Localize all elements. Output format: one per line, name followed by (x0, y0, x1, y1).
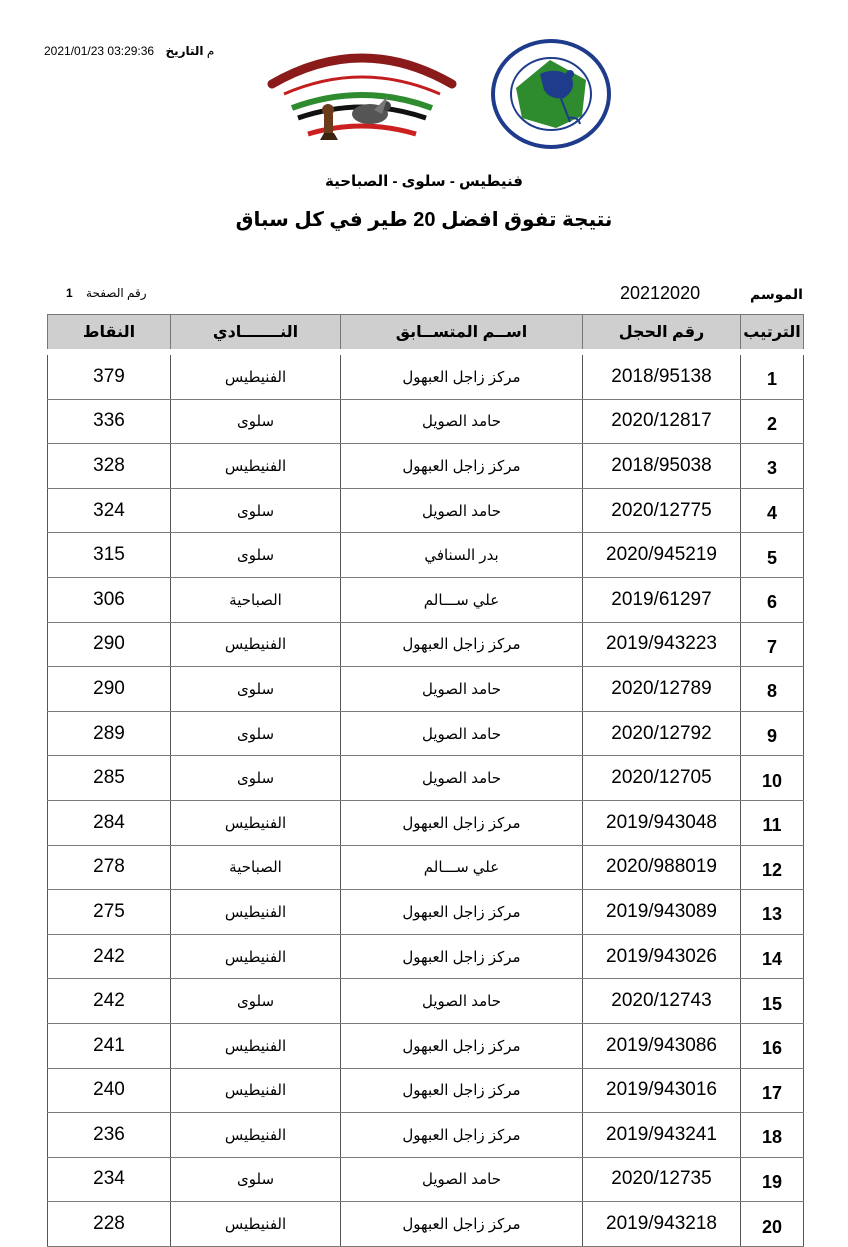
points-cell: 242 (48, 934, 171, 979)
table-row (48, 399, 804, 444)
column-header-competitor: اســم المتســابق (341, 315, 583, 353)
report-subtitle: فنيطيس - سلوى - الصباحية (324, 173, 524, 190)
table-row (48, 1157, 804, 1202)
ring-number-cell: 2019/943241 (583, 1113, 741, 1158)
ring-number-cell: 2019/943016 (583, 1068, 741, 1113)
club-cell: الفنيطيس (171, 1068, 341, 1113)
column-header-rank: الترتيب (741, 315, 804, 353)
ring-number-cell: 2019/943223 (583, 622, 741, 667)
club-cell: الفنيطيس (171, 622, 341, 667)
points-cell: 306 (48, 577, 171, 622)
rank-cell: 2 (741, 399, 804, 444)
column-header-points: النقاط (48, 315, 171, 353)
date-label: التاريخ (165, 44, 204, 58)
ring-number-cell: 2019/943026 (583, 934, 741, 979)
rank-cell: 18 (741, 1113, 804, 1158)
ring-number-cell: 2020/12705 (583, 756, 741, 801)
points-cell: 290 (48, 622, 171, 667)
club-cell: سلوى (171, 488, 341, 533)
rank-cell: 17 (741, 1068, 804, 1113)
page-info (66, 286, 147, 300)
ring-number-cell: 2020/12743 (583, 979, 741, 1024)
points-cell: 241 (48, 1023, 171, 1068)
kuwait-racing-pigeon-club-logo (262, 38, 462, 144)
season-value: 20212020 (620, 283, 701, 303)
club-cell: سلوى (171, 399, 341, 444)
kuwait-federation-racing-pigeon-logo (486, 38, 616, 150)
points-cell: 234 (48, 1157, 171, 1202)
report-date (44, 44, 214, 58)
ring-number-cell: 2020/12817 (583, 399, 741, 444)
rank-cell: 1 (741, 352, 804, 399)
rank-cell: 6 (741, 577, 804, 622)
competitor-cell: بدر السنافي (341, 533, 583, 578)
points-cell: 278 (48, 845, 171, 890)
table-row (48, 711, 804, 756)
club-cell: الفنيطيس (171, 1202, 341, 1247)
ring-number-cell: 2020/988019 (583, 845, 741, 890)
competitor-cell: حامد الصويل (341, 488, 583, 533)
club-cell: الصباحية (171, 845, 341, 890)
club-cell: سلوى (171, 711, 341, 756)
points-cell: 315 (48, 533, 171, 578)
results-table (47, 314, 804, 1247)
competitor-cell: مركز زاجل العبهول (341, 352, 583, 399)
ring-number-cell: 2019/943089 (583, 890, 741, 935)
competitor-cell: مركز زاجل العبهول (341, 622, 583, 667)
table-row (48, 979, 804, 1024)
competitor-cell: حامد الصويل (341, 667, 583, 712)
points-cell: 290 (48, 667, 171, 712)
page-number: 1 (66, 286, 73, 300)
club-cell: الفنيطيس (171, 800, 341, 845)
competitor-cell: مركز زاجل العبهول (341, 890, 583, 935)
rank-cell: 20 (741, 1202, 804, 1247)
table-header-row (48, 315, 804, 353)
competitor-cell: علي ســـالم (341, 577, 583, 622)
competitor-cell: مركز زاجل العبهول (341, 1068, 583, 1113)
column-header-club: النـــــــادي (171, 315, 341, 353)
points-cell: 228 (48, 1202, 171, 1247)
table-row (48, 756, 804, 801)
points-cell: 336 (48, 399, 171, 444)
ring-number-cell: 2020/12775 (583, 488, 741, 533)
rank-cell: 3 (741, 444, 804, 489)
competitor-cell: حامد الصويل (341, 1157, 583, 1202)
rank-cell: 16 (741, 1023, 804, 1068)
points-cell: 236 (48, 1113, 171, 1158)
club-cell: سلوى (171, 1157, 341, 1202)
competitor-cell: مركز زاجل العبهول (341, 1113, 583, 1158)
table-row (48, 1202, 804, 1247)
ring-number-cell: 2018/95138 (583, 352, 741, 399)
table-row (48, 533, 804, 578)
ring-number-cell: 2019/943218 (583, 1202, 741, 1247)
rank-cell: 7 (741, 622, 804, 667)
club-cell: سلوى (171, 979, 341, 1024)
club-cell: الفنيطيس (171, 444, 341, 489)
ring-number-cell: 2020/12792 (583, 711, 741, 756)
table-row (48, 890, 804, 935)
points-cell: 242 (48, 979, 171, 1024)
rank-cell: 4 (741, 488, 804, 533)
rank-cell: 14 (741, 934, 804, 979)
rank-cell: 15 (741, 979, 804, 1024)
ring-number-cell: 2019/943048 (583, 800, 741, 845)
table-row (48, 1113, 804, 1158)
rank-cell: 10 (741, 756, 804, 801)
table-row (48, 667, 804, 712)
date-value: 2021/01/23 03:29:36 م (44, 44, 215, 58)
club-cell: سلوى (171, 667, 341, 712)
rank-cell: 13 (741, 890, 804, 935)
ring-number-cell: 2019/61297 (583, 577, 741, 622)
table-row (48, 352, 804, 399)
competitor-cell: حامد الصويل (341, 399, 583, 444)
ring-number-cell: 2019/943086 (583, 1023, 741, 1068)
table-row (48, 1023, 804, 1068)
competitor-cell: مركز زاجل العبهول (341, 1202, 583, 1247)
competitor-cell: حامد الصويل (341, 711, 583, 756)
competitor-cell: علي ســـالم (341, 845, 583, 890)
club-cell: سلوى (171, 756, 341, 801)
rank-cell: 8 (741, 667, 804, 712)
table-row (48, 934, 804, 979)
ring-number-cell: 2018/95038 (583, 444, 741, 489)
competitor-cell: حامد الصويل (341, 756, 583, 801)
points-cell: 285 (48, 756, 171, 801)
points-cell: 324 (48, 488, 171, 533)
table-row (48, 800, 804, 845)
club-cell: الفنيطيس (171, 1113, 341, 1158)
points-cell: 275 (48, 890, 171, 935)
club-cell: سلوى (171, 533, 341, 578)
competitor-cell: مركز زاجل العبهول (341, 800, 583, 845)
ring-number-cell: 2020/945219 (583, 533, 741, 578)
rank-cell: 12 (741, 845, 804, 890)
points-cell: 379 (48, 352, 171, 399)
table-row (48, 444, 804, 489)
report-title: نتيجة تفوق افضل 20 طير في كل سباق (235, 209, 613, 231)
points-cell: 328 (48, 444, 171, 489)
page-label: رقم الصفحة (86, 286, 147, 300)
competitor-cell: مركز زاجل العبهول (341, 1023, 583, 1068)
table-row (48, 488, 804, 533)
competitor-cell: حامد الصويل (341, 979, 583, 1024)
points-cell: 289 (48, 711, 171, 756)
club-cell: الفنيطيس (171, 352, 341, 399)
ring-number-cell: 2020/12789 (583, 667, 741, 712)
rank-cell: 5 (741, 533, 804, 578)
column-header-ring-number: رقم الحجل (583, 315, 741, 353)
ring-number-cell: 2020/12735 (583, 1157, 741, 1202)
table-row (48, 577, 804, 622)
table-row (48, 622, 804, 667)
points-cell: 240 (48, 1068, 171, 1113)
club-cell: الفنيطيس (171, 934, 341, 979)
club-cell: الصباحية (171, 577, 341, 622)
table-row (48, 845, 804, 890)
points-cell: 284 (48, 800, 171, 845)
season-label: الموسم (750, 286, 803, 302)
table-row (48, 1068, 804, 1113)
club-cell: الفنيطيس (171, 1023, 341, 1068)
rank-cell: 19 (741, 1157, 804, 1202)
club-cell: الفنيطيس (171, 890, 341, 935)
rank-cell: 11 (741, 800, 804, 845)
rank-cell: 9 (741, 711, 804, 756)
competitor-cell: مركز زاجل العبهول (341, 934, 583, 979)
competitor-cell: مركز زاجل العبهول (341, 444, 583, 489)
